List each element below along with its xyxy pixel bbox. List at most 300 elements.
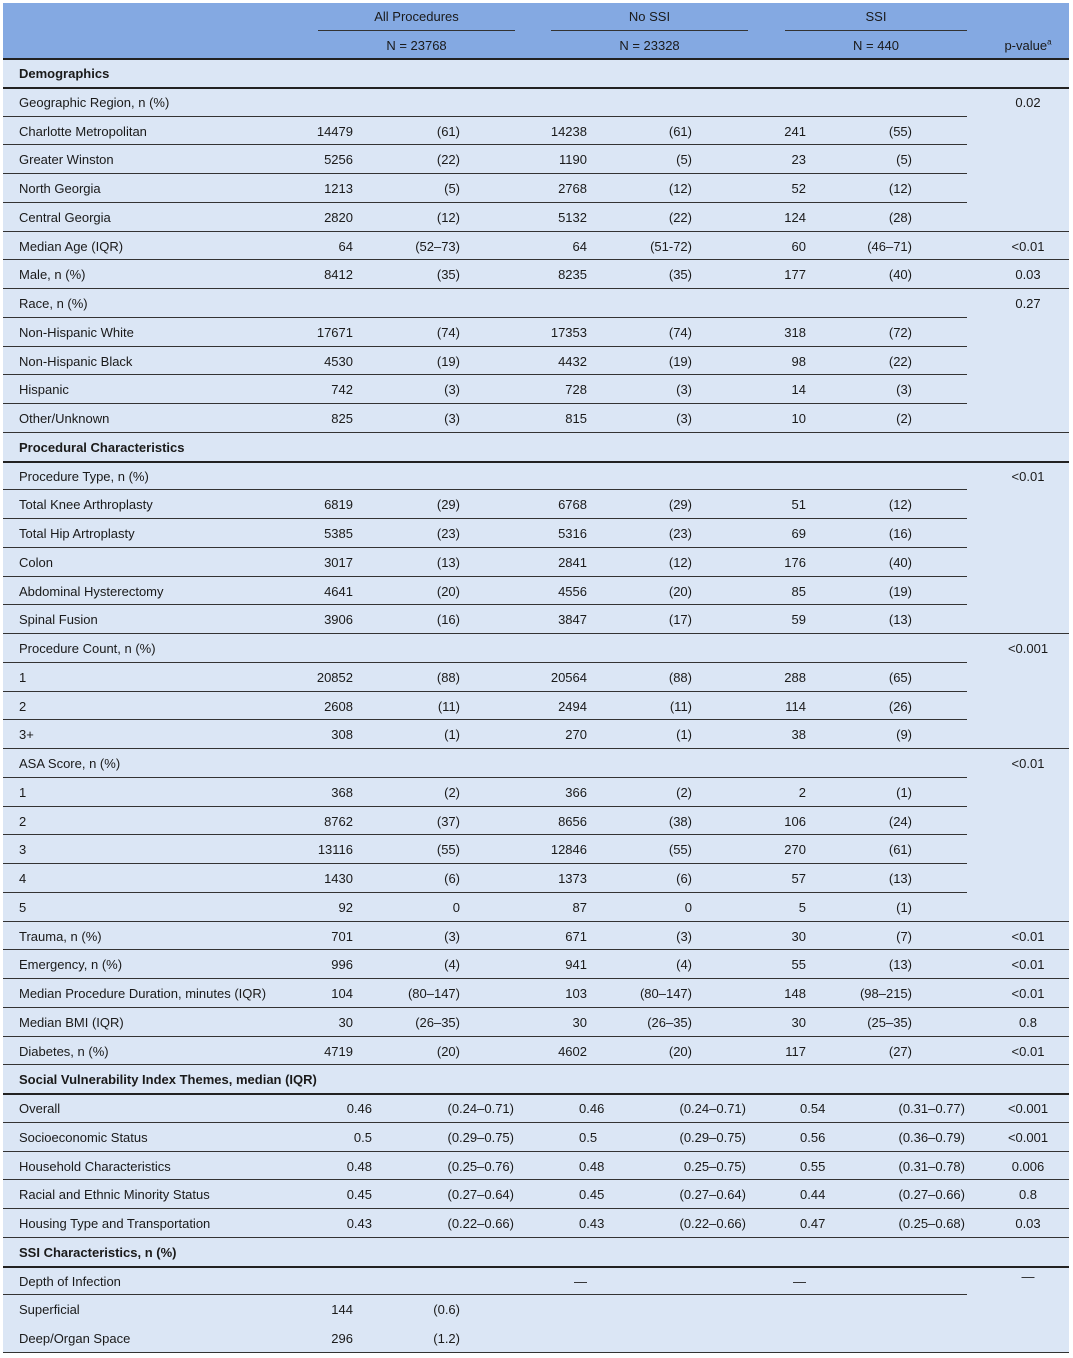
table-cell: 8762	[324, 813, 353, 829]
table-cell: (35)	[668, 267, 692, 283]
row-label: Colon	[19, 554, 53, 570]
row-rule	[3, 633, 1069, 634]
p-value: 0.006	[1011, 1158, 1045, 1174]
table-cell: 8235	[558, 267, 587, 283]
header-rule	[3, 58, 1069, 60]
table-cell: (11)	[437, 698, 460, 714]
table-cell: (0.22–0.66)	[679, 1216, 746, 1231]
row-label: Procedure Count, n (%)	[19, 641, 156, 656]
row-rule	[3, 1179, 1069, 1180]
table-cell: (26)	[888, 698, 912, 714]
table-cell: 5256	[324, 152, 353, 168]
table-cell: (1)	[676, 727, 692, 743]
row-rule	[3, 949, 1069, 950]
table-cell: (13)	[888, 871, 912, 886]
table-cell: 4641	[324, 583, 353, 599]
row-label: Household Characteristics	[19, 1158, 171, 1174]
row-rule	[3, 173, 967, 174]
row-rule	[3, 231, 1069, 232]
row-rule	[3, 1237, 1069, 1238]
row-rule	[3, 748, 1069, 749]
table-cell: 30	[791, 928, 806, 944]
row-label: Non-Hispanic White	[19, 324, 134, 340]
row-label: Male, n (%)	[19, 267, 86, 283]
row-rule	[3, 978, 1069, 979]
p-value: <0.01	[1011, 468, 1045, 484]
table-cell: (29)	[668, 497, 692, 513]
table-cell: 671	[565, 928, 587, 944]
table-cell: (5)	[676, 152, 692, 168]
table-cell: (0.25–0.76)	[447, 1158, 514, 1174]
table-cell: 104	[331, 986, 353, 1001]
table-cell: 0.45	[346, 1187, 372, 1203]
row-label: 2	[19, 698, 27, 714]
table-cell: (3)	[444, 928, 460, 944]
table-cell: (0.24–0.71)	[679, 1101, 746, 1116]
table-cell: (20)	[668, 583, 692, 599]
row-rule	[3, 317, 967, 318]
section-rule	[3, 1093, 1069, 1095]
table-cell: (46–71)	[867, 238, 912, 254]
row-label: 1	[19, 669, 27, 685]
table-cell: 941	[565, 957, 587, 973]
table-cell: 8656	[558, 813, 587, 829]
p-value: <0.01	[1011, 1043, 1045, 1059]
row-label: Charlotte Metropolitan	[19, 123, 147, 139]
table-cell: 366	[565, 784, 587, 800]
table-cell: (13)	[888, 957, 912, 973]
column-count: N = 23328	[619, 38, 680, 53]
table-cell: 825	[331, 411, 353, 426]
table-cell: 51	[791, 497, 806, 513]
table-cell: (19)	[436, 353, 460, 369]
table-cell: (38)	[668, 813, 692, 829]
table-cell: 308	[331, 727, 353, 743]
table-cell: (4)	[444, 957, 460, 973]
table-cell: (40)	[888, 267, 912, 283]
p-value: <0.001	[1007, 1101, 1049, 1116]
column-count: N = 440	[853, 38, 899, 53]
table-cell: (52–73)	[415, 238, 460, 254]
row-rule	[3, 834, 967, 835]
row-rule	[3, 346, 967, 347]
table-cell: (17)	[668, 612, 692, 628]
row-label: 1	[19, 784, 27, 800]
table-cell: 0.43	[346, 1216, 372, 1231]
row-rule	[3, 1294, 967, 1295]
table-cell: (55)	[668, 842, 692, 858]
table-cell: 0.45	[579, 1187, 605, 1203]
table-cell: —	[793, 1273, 806, 1289]
row-rule	[3, 1064, 1069, 1065]
table-cell: (22)	[436, 152, 460, 168]
table-cell: 1213	[324, 181, 353, 196]
table-cell: (80–147)	[639, 986, 692, 1001]
table-cell: (12)	[436, 209, 460, 225]
p-value: 0.02	[1015, 94, 1041, 110]
table-cell: 92	[338, 899, 353, 915]
table-cell: 17353	[550, 324, 587, 340]
table-cell: 996	[331, 957, 353, 973]
table-cell: 2768	[558, 181, 587, 196]
row-label: 2	[19, 813, 27, 829]
table-cell: (12)	[888, 181, 912, 196]
table-cell: 14238	[550, 123, 587, 139]
section-rule	[3, 461, 1069, 463]
table-cell: (22)	[888, 353, 912, 369]
table-cell: (0.36–0.79)	[898, 1129, 965, 1145]
p-value: <0.01	[1011, 756, 1045, 771]
table-cell: (0.27–0.66)	[898, 1187, 965, 1203]
p-value: 0.03	[1015, 267, 1041, 283]
table-cell: (37)	[436, 813, 460, 829]
table-cell: 4556	[558, 583, 587, 599]
table-cell: 728	[565, 382, 587, 398]
table-cell: 10	[791, 411, 806, 426]
row-rule	[3, 921, 1069, 922]
row-rule	[3, 489, 967, 490]
table-cell: 64	[572, 238, 587, 254]
table-cell: (88)	[436, 669, 460, 685]
row-label: Racial and Ethnic Minority Status	[19, 1187, 210, 1203]
table-cell: 701	[331, 928, 353, 944]
table-cell: 176	[784, 554, 806, 570]
table-cell: 3906	[324, 612, 353, 628]
table-cell: 1430	[324, 871, 353, 886]
group-underline	[551, 30, 748, 31]
section-heading: Procedural Characteristics	[19, 439, 185, 455]
table-cell: (0.31–0.78)	[898, 1158, 965, 1174]
column-group-header: No SSI	[628, 9, 671, 24]
table-cell: 4432	[558, 353, 587, 369]
table-cell: (65)	[888, 669, 912, 685]
table-cell: 2608	[324, 698, 353, 714]
section-heading: SSI Characteristics, n (%)	[19, 1244, 177, 1260]
table-cell: 241	[784, 123, 806, 139]
row-label: Housing Type and Transportation	[19, 1216, 211, 1231]
row-label: 4	[19, 871, 27, 886]
table-cell: 64	[338, 238, 353, 254]
row-rule	[3, 403, 967, 404]
table-cell: (3)	[896, 382, 912, 398]
section-rule	[3, 1266, 1069, 1268]
table-cell: (29)	[436, 497, 460, 513]
table-cell: (28)	[888, 209, 912, 225]
column-count: N = 23768	[386, 38, 447, 53]
table-cell: 0.46	[579, 1101, 605, 1116]
row-label: Hispanic	[19, 382, 69, 398]
pvalue-footnote-marker: a	[1047, 37, 1052, 47]
table-cell: 0.48	[579, 1158, 605, 1174]
row-rule	[3, 863, 967, 864]
row-label: Median Age (IQR)	[19, 238, 124, 254]
table-cell: 5	[798, 899, 806, 915]
table-cell: (22)	[668, 209, 692, 225]
table-cell: (1)	[896, 784, 912, 800]
table-cell: (12)	[668, 181, 692, 196]
row-label: Overall	[19, 1101, 61, 1116]
table-cell: 52	[791, 181, 806, 196]
row-rule	[3, 892, 967, 893]
table-cell: —	[574, 1273, 587, 1289]
p-value: 0.03	[1015, 1216, 1041, 1231]
table-cell: 148	[784, 986, 806, 1001]
table-cell: 57	[791, 871, 806, 886]
table-cell: (2)	[444, 784, 460, 800]
row-label: Total Hip Artroplasty	[19, 526, 135, 541]
p-value: <0.001	[1007, 641, 1049, 656]
row-label: Median Procedure Duration, minutes (IQR)	[19, 986, 267, 1001]
table-cell: (3)	[444, 411, 460, 426]
table-cell: 0.55	[800, 1158, 826, 1174]
table-cell: 6768	[558, 497, 587, 513]
table-cell: (0.29–0.75)	[679, 1129, 746, 1145]
table-cell: (9)	[896, 727, 912, 743]
table-cell: (2)	[896, 411, 912, 426]
table-cell: 14479	[316, 123, 353, 139]
table-cell: 0.46	[346, 1101, 372, 1116]
row-rule	[3, 576, 967, 577]
table-cell: (35)	[436, 267, 460, 283]
table-cell: 368	[331, 784, 353, 800]
table-cell: 8412	[324, 267, 353, 283]
table-cell: (23)	[436, 526, 460, 541]
table-cell: (1)	[444, 727, 460, 743]
table-cell: (13)	[436, 554, 460, 570]
table-cell: 0.44	[800, 1187, 826, 1203]
p-value: <0.01	[1011, 238, 1045, 254]
table-cell: (0.25–0.68)	[898, 1216, 965, 1231]
table-cell: 30	[572, 1014, 587, 1030]
row-label: Geographic Region, n (%)	[19, 94, 170, 110]
table-cell: 0.5	[579, 1129, 598, 1145]
table-cell: 5316	[558, 526, 587, 541]
table-cell: 0.47	[800, 1216, 826, 1231]
section-rule	[3, 87, 1069, 89]
row-label: Other/Unknown	[19, 411, 110, 426]
row-rule	[3, 1352, 1069, 1353]
row-label: 5	[19, 899, 27, 915]
table-cell: (6)	[676, 871, 692, 886]
table-cell: 6819	[324, 497, 353, 513]
table-cell: 87	[572, 899, 587, 915]
row-label: Superficial	[19, 1302, 80, 1318]
table-cell: 288	[784, 669, 806, 685]
table-cell: 98	[791, 353, 806, 369]
table-cell: (51-72)	[650, 238, 692, 254]
table-cell: (16)	[436, 612, 460, 628]
table-cell: 106	[784, 813, 806, 829]
table-cell: (4)	[676, 957, 692, 973]
table-cell: (23)	[668, 526, 692, 541]
row-label: Central Georgia	[19, 209, 111, 225]
table-cell: (2)	[676, 784, 692, 800]
table-cell: 30	[338, 1014, 353, 1030]
table	[3, 3, 1069, 1353]
table-cell: 2841	[558, 554, 587, 570]
p-value: <0.01	[1011, 928, 1045, 944]
table-cell: (98–215)	[859, 986, 912, 1001]
table-cell: 296	[331, 1331, 353, 1346]
row-rule	[3, 116, 967, 117]
p-value: <0.001	[1007, 1129, 1049, 1145]
table-cell: 4602	[558, 1043, 587, 1059]
row-label: Abdominal Hysterectomy	[19, 583, 164, 599]
table-cell: 2494	[558, 698, 587, 714]
section-heading: Social Vulnerability Index Themes, median (IQR)	[19, 1072, 317, 1088]
table-cell: (74)	[436, 324, 460, 340]
table-cell: 144	[331, 1302, 353, 1318]
table-cell: (3)	[444, 382, 460, 398]
table-cell: (3)	[676, 382, 692, 398]
table-cell: 742	[331, 382, 353, 398]
table-cell: 270	[784, 842, 806, 858]
table-cell: 4530	[324, 353, 353, 369]
table-cell: (88)	[668, 669, 692, 685]
row-label: 3+	[19, 727, 34, 743]
row-label: ASA Score, n (%)	[19, 756, 121, 771]
table-cell: (1.2)	[433, 1331, 460, 1346]
table-cell: 4719	[324, 1043, 353, 1059]
table-cell: (25–35)	[867, 1014, 912, 1030]
row-label: Deep/Organ Space	[19, 1331, 131, 1346]
table-cell: (26–35)	[415, 1014, 460, 1030]
pvalue-header	[983, 38, 1073, 54]
column-group-header: All Procedures	[374, 9, 459, 24]
row-label: Race, n (%)	[19, 296, 88, 311]
table-cell: (0.6)	[433, 1302, 460, 1318]
row-rule	[3, 1208, 1069, 1209]
table-cell: (5)	[896, 152, 912, 168]
table-cell: (26–35)	[647, 1014, 692, 1030]
row-rule	[3, 691, 967, 692]
group-underline	[318, 30, 515, 31]
row-rule	[3, 518, 967, 519]
table-cell: 177	[784, 267, 806, 283]
table-cell: 270	[565, 727, 587, 743]
p-value: —	[1021, 1268, 1035, 1284]
table-cell: 0.48	[346, 1158, 372, 1174]
row-rule	[3, 547, 967, 548]
table-cell: (72)	[888, 324, 912, 340]
table-cell: 59	[791, 612, 806, 628]
table-cell: (0.22–0.66)	[447, 1216, 514, 1231]
table-cell: (55)	[888, 123, 912, 139]
row-label: Socioeconomic Status	[19, 1129, 148, 1145]
table-cell: 3847	[558, 612, 587, 628]
table-cell: (5)	[444, 181, 460, 196]
table-cell: (0.27–0.64)	[679, 1187, 746, 1203]
table-cell: 318	[784, 324, 806, 340]
p-value: <0.01	[1011, 957, 1045, 973]
column-group-header: SSI	[865, 9, 887, 24]
p-value: 0.27	[1015, 296, 1041, 311]
table-cell: 114	[785, 698, 806, 714]
table-cell: (16)	[888, 526, 912, 541]
table-cell: 23	[791, 152, 806, 168]
row-rule	[3, 777, 967, 778]
pvalue-label: p-value	[1004, 38, 1048, 53]
table-cell: (61)	[668, 123, 692, 139]
table-cell: 815	[565, 411, 587, 426]
row-label: Non-Hispanic Black	[19, 353, 133, 369]
table-cell: (12)	[888, 497, 912, 513]
table-cell: 17671	[316, 324, 353, 340]
table-cell: (6)	[444, 871, 460, 886]
row-rule	[3, 1036, 1069, 1037]
table-cell: (19)	[668, 353, 692, 369]
table-cell: (12)	[668, 554, 692, 570]
table-cell: (0.24–0.71)	[447, 1101, 514, 1116]
table-cell: (3)	[676, 411, 692, 426]
table-cell: (1)	[896, 899, 912, 915]
table-cell: 5385	[324, 526, 353, 541]
table-cell: 0	[684, 899, 692, 915]
table-cell: 124	[784, 209, 806, 225]
row-label: Trauma, n (%)	[19, 928, 102, 944]
table-cell: 2	[798, 784, 806, 800]
section-heading: Demographics	[19, 66, 110, 81]
table-cell: (13)	[888, 612, 912, 628]
table-cell: (20)	[668, 1043, 692, 1059]
table-cell: (61)	[888, 842, 912, 858]
table-cell: 20852	[316, 669, 353, 685]
table-cell: 55	[791, 957, 806, 973]
table-cell: (61)	[436, 123, 460, 139]
table-cell: 30	[791, 1014, 806, 1030]
table-cell: (3)	[676, 928, 692, 944]
table-cell: 12846	[550, 842, 587, 858]
table-cell: 0	[452, 899, 460, 915]
table-cell: 0.43	[579, 1216, 605, 1231]
table-cell: (11)	[669, 698, 692, 714]
table-cell: (74)	[668, 324, 692, 340]
row-label: Diabetes, n (%)	[19, 1043, 109, 1059]
table-cell: 0.56	[800, 1129, 826, 1145]
p-value: 0.8	[1018, 1187, 1038, 1203]
table-cell: (0.27–0.64)	[447, 1187, 514, 1203]
table-cell: (7)	[896, 928, 912, 944]
row-rule	[3, 144, 967, 145]
row-rule	[3, 1151, 1069, 1152]
table-cell: (0.31–0.77)	[898, 1101, 965, 1116]
table-cell: 38	[791, 727, 806, 743]
table-cell: (40)	[888, 554, 912, 570]
row-label: Total Knee Arthroplasty	[19, 497, 153, 513]
row-rule	[3, 432, 1069, 433]
row-label: Greater Winston	[19, 152, 114, 168]
p-value: <0.01	[1011, 986, 1045, 1001]
row-label: 3	[19, 842, 27, 858]
table-cell: 5132	[558, 209, 587, 225]
table-cell: 0.5	[353, 1129, 372, 1145]
table-cell: (80–147)	[407, 986, 460, 1001]
row-rule	[3, 1007, 1069, 1008]
row-rule	[3, 288, 1069, 289]
table-cell: (27)	[888, 1043, 912, 1059]
row-rule	[3, 604, 967, 605]
table-cell: (0.29–0.75)	[447, 1129, 514, 1145]
table-cell: (55)	[436, 842, 460, 858]
table-cell: (24)	[888, 813, 912, 829]
p-value: 0.8	[1018, 1014, 1038, 1030]
row-rule	[3, 374, 967, 375]
table-cell: 103	[565, 986, 587, 1001]
row-label: North Georgia	[19, 181, 101, 196]
table-cell: 20564	[550, 669, 587, 685]
row-label: Procedure Type, n (%)	[19, 468, 149, 484]
row-rule	[3, 1122, 1069, 1123]
